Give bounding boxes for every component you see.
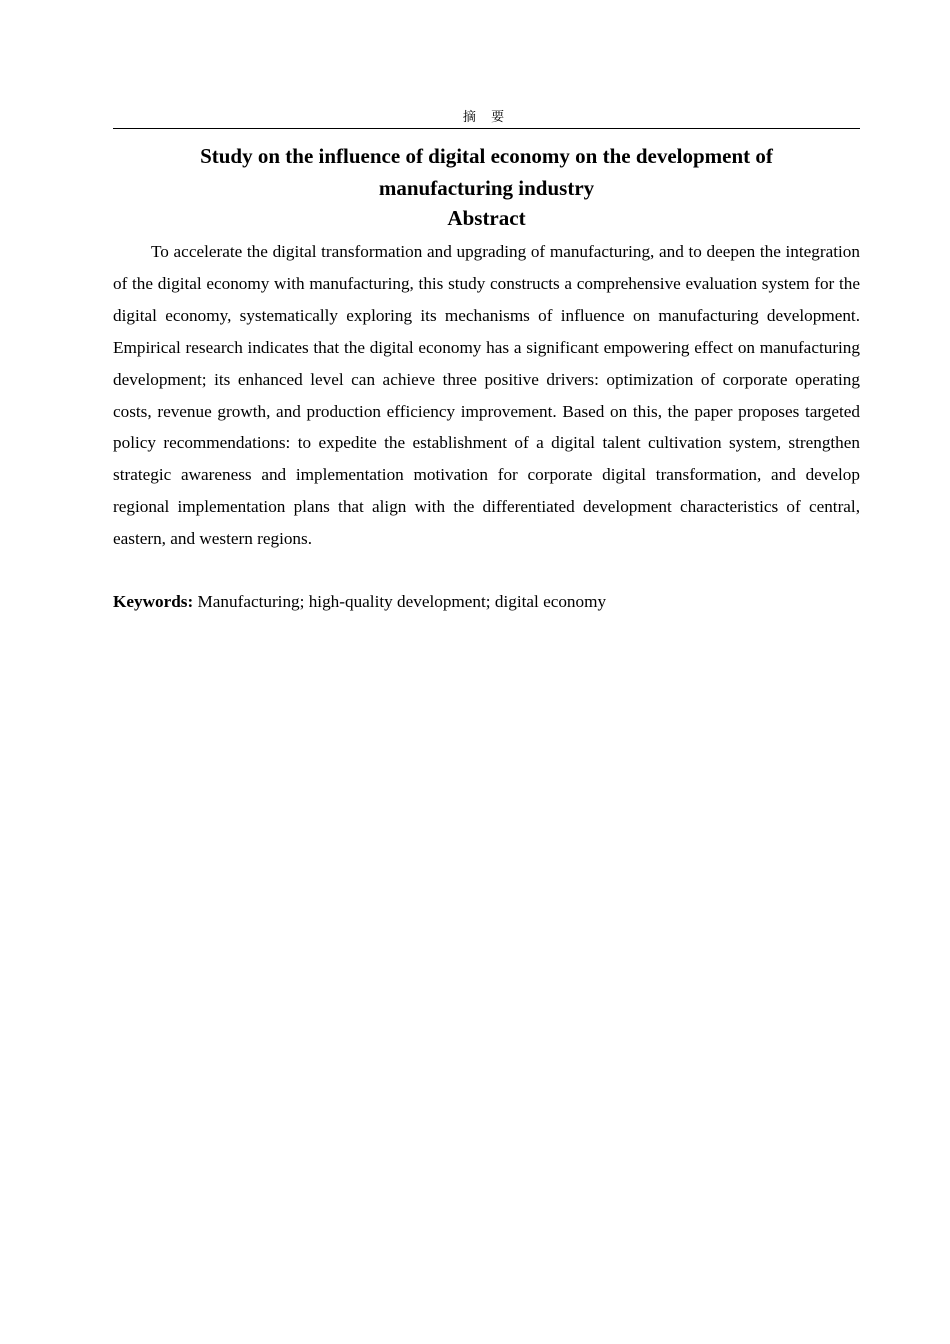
header-rule	[113, 128, 860, 129]
title-line-1: Study on the influence of digital economy on the development of	[200, 144, 773, 168]
paper-title	[113, 140, 860, 204]
title-line-2: manufacturing industry	[378, 176, 595, 200]
keywords-label: Keywords:	[113, 592, 194, 611]
running-header: 摘 要	[462, 109, 511, 124]
keywords-line	[113, 588, 860, 616]
keywords-text: Manufacturing; high-quality development; digital economy	[197, 592, 607, 611]
abstract-body: To accelerate the digital transformation and upgrading of manufacturing, and to deepen the integration of the digital economy with manufacturing, this study constructs a comprehensive evaluation system for the digital economy, systematically exploring its mechanisms of influence on manufacturing development. Empirical research indicates that the digital economy has a significant empowering effect on manufacturing development; its enhanced level can achieve three positive drivers: optimization of corporate operating costs, revenue growth, and production efficiency improvement. Based on this, the paper proposes targeted policy recommendations: to expedite the establishment of a digital talent cultivation system, strengthen strategic awareness and implementation motivation for corporate digital transformation, and develop regional implementation plans that align with the differentiated development characteristics of central, eastern, and western regions.	[113, 242, 860, 549]
abstract-heading: Abstract	[447, 206, 526, 230]
